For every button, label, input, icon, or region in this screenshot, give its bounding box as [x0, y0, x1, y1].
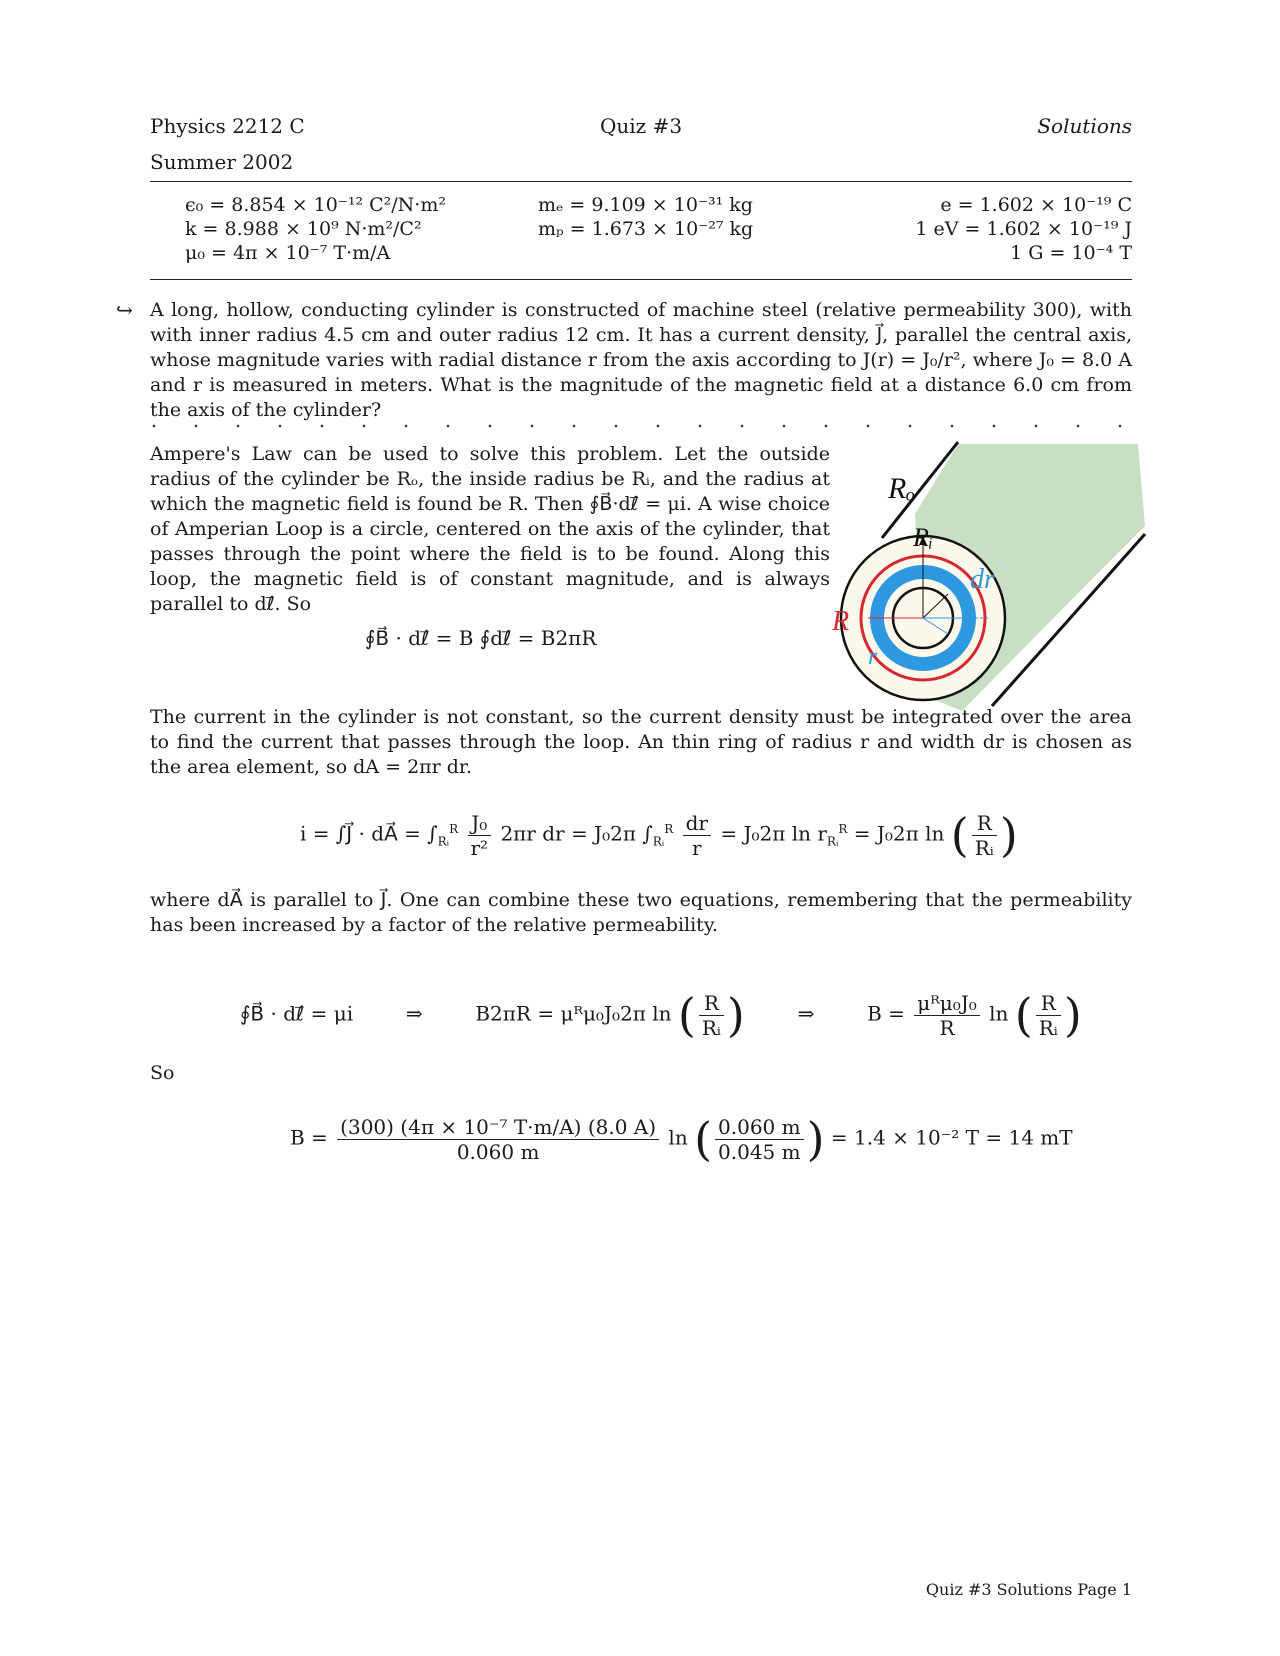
implies-arrow-icon: ⇒ — [405, 1001, 423, 1026]
problem-statement: A long, hollow, conducting cylinder is constructed of machine steel (relative permeability 300), with with inner radius 4.5 cm and outer radius 12 cm. It has a current density, J⃗, parallel the central axis, whose magnitude varies with radial distance r from the axis according to J(r) = J₀/r², where J₀ = 8.0 A and r is measured in meters. What is the magnitude of the magnetic field at a distance 6.0 cm from the axis of the cylinder? — [150, 299, 1132, 421]
constant-epsilon: ϵ₀ = 8.854 × 10⁻¹² C²/N·m² — [185, 194, 446, 216]
constants-col-1 — [185, 193, 446, 265]
label-ri: Rᵢ — [913, 523, 933, 552]
so-label: So — [150, 1062, 175, 1084]
constant-k: k = 8.988 × 10⁹ N·m²/C² — [185, 218, 422, 240]
solution-paragraph-3: where dA⃗ is parallel to J⃗. One can combine these two equations, remembering that the permeability has been increased by a factor of the relative permeability. — [150, 889, 1132, 936]
label-r: R — [832, 606, 850, 637]
problem-arrow-icon: ↪ — [116, 298, 133, 322]
cylinder-figure — [832, 436, 1150, 726]
page-footer: Quiz #3 Solutions Page 1 — [925, 1580, 1132, 1599]
constant-mu: μ₀ = 4π × 10⁻⁷ T·m/A — [185, 242, 391, 264]
constants-col-2 — [538, 193, 753, 241]
solution-paragraph-2: The current in the cylinder is not constant, so the current density must be integrated over the area to find the current that passes through the loop. An thin ring of radius r and width dr is chosen as the area element, so dA = 2πr dr. — [150, 706, 1132, 778]
label-ro: Rₒ — [888, 472, 915, 505]
equation-ampere-loop: ∮B⃗ · dℓ⃗ = B ∮dℓ⃗ = B2πR — [365, 626, 597, 650]
implies-arrow-icon: ⇒ — [797, 1001, 815, 1026]
constant-mp: mₚ = 1.673 × 10⁻²⁷ kg — [538, 218, 754, 240]
equation-combine: ∮B⃗ · dℓ⃗ = μi ⇒ B2πR = μᴿμ₀J₀2π ln ( $\frac{R}{\text{Rᵢ}}$ ) ⇒ B = $\frac{\text{μᴿμ₀J₀}}{R}$ ln ( $\frac{R}{\text{Rᵢ}}$ ) — [240, 988, 1082, 1042]
constant-me: mₑ = 9.109 × 10⁻³¹ kg — [538, 194, 753, 216]
course-title: Physics 2212 C — [150, 114, 305, 138]
equation-current-integral: i = ∫J⃗ · dA⃗ = $\int_{Rᵢ}^R$ $\frac{\text{J₀}}{\text{r²}}$ 2πr dr = J₀2π $\int_{Rᵢ}^R$ $\frac{dr}{r}$ = J₀2π $\ln r_{Rᵢ}^R = J_02\pi$ ln ( $\frac{R}{\text{Rᵢ}}$ ) — [300, 808, 1018, 862]
constant-e: e = 1.602 × 10⁻¹⁹ C — [940, 194, 1132, 216]
solutions-label: Solutions — [1037, 114, 1132, 138]
constants-col-3 — [915, 193, 1132, 265]
quiz-title: Quiz #3 — [600, 114, 683, 138]
constants-rule — [150, 279, 1132, 280]
equation-final: B = $\frac{\text{(300) (4π × 10⁻⁷ T·m/A) (8.0 A)}}{0.060 m}$ ln ( $\frac{0.060 m}{0.045 m}$ ) = 1.4 × 10⁻² T = 14 mT — [290, 1112, 1073, 1166]
header-rule — [150, 181, 1132, 182]
constant-gauss: 1 G = 10⁻⁴ T — [1010, 242, 1132, 264]
dotted-separator — [150, 421, 1132, 431]
solution-paragraph-1: Ampere's Law can be used to solve this problem. Let the outside radius of the cylinder be Rₒ, the inside radius be Rᵢ, and the radius at which the magnetic field is found be R. Then ∮B⃗·dℓ⃗ = μi. A wise choice of Amperian Loop is a circle, centered on the axis of the cylinder, that passes through the point where the field is to be found. Along this loop, the magnetic field is of constant magnitude, and is always parallel to dℓ⃗. So — [150, 443, 830, 615]
label-r-small: r — [868, 644, 878, 670]
constant-ev: 1 eV = 1.602 × 10⁻¹⁹ J — [915, 218, 1132, 240]
term: Summer 2002 — [150, 150, 294, 174]
label-dr: dr — [970, 564, 995, 595]
